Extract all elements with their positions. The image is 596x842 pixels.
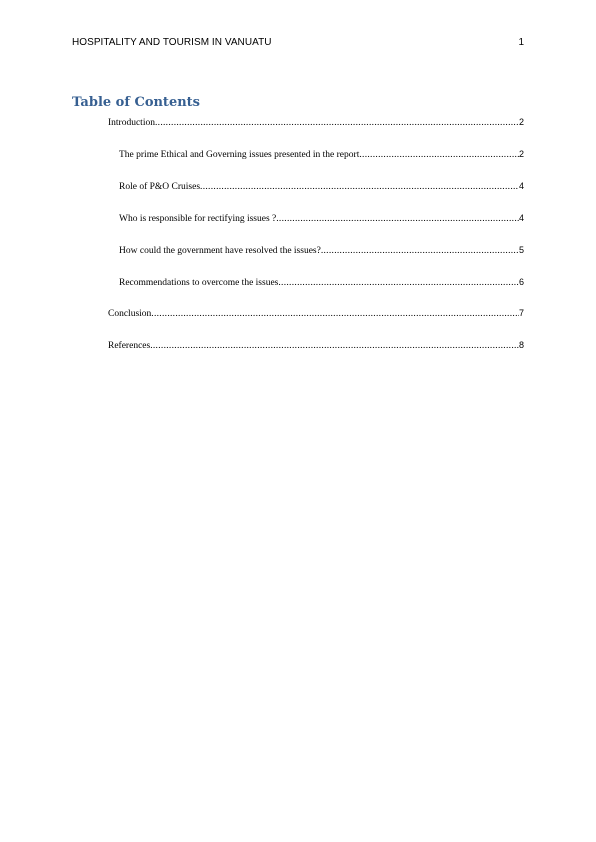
toc-entry-ethical-issues[interactable] bbox=[119, 148, 524, 161]
toc-dot-leader bbox=[276, 213, 519, 225]
toc-entry-label: Who is responsible for rectifying issues ? bbox=[119, 214, 277, 224]
toc-entry-page: 8 bbox=[518, 340, 524, 350]
toc-entry-government[interactable] bbox=[119, 244, 524, 257]
toc-entry-page: 7 bbox=[518, 308, 524, 318]
toc-entry-page: 4 bbox=[518, 181, 524, 191]
toc-entry-responsible[interactable] bbox=[119, 212, 524, 225]
toc-entry-label: Introduction bbox=[108, 118, 155, 128]
toc-entry-label: How could the government have resolved the issues? bbox=[119, 246, 321, 256]
toc-dot-leader bbox=[359, 149, 519, 161]
running-header: HOSPITALITY AND TOURISM IN VANUATU bbox=[72, 37, 272, 48]
toc-entry-page: 2 bbox=[518, 149, 524, 159]
toc-entry-label: References bbox=[108, 341, 151, 351]
toc-dot-leader bbox=[151, 308, 519, 320]
toc-entry-introduction[interactable] bbox=[108, 116, 524, 129]
toc-entry-page: 6 bbox=[518, 277, 524, 287]
toc-dot-leader bbox=[155, 117, 519, 129]
toc-entry-label: Conclusion bbox=[108, 309, 152, 319]
toc-entry-role-po-cruises[interactable] bbox=[119, 180, 524, 193]
toc-entry-conclusion[interactable] bbox=[108, 307, 524, 320]
page-number: 1 bbox=[518, 37, 524, 48]
toc-entry-label: Role of P&O Cruises bbox=[119, 182, 201, 192]
toc-dot-leader bbox=[150, 340, 519, 352]
toc-entry-page: 5 bbox=[518, 245, 524, 255]
toc-entry-label: The prime Ethical and Governing issues presented in the report bbox=[119, 150, 360, 160]
toc-entry-page: 4 bbox=[518, 213, 524, 223]
toc-dot-leader bbox=[200, 181, 519, 193]
toc-entry-recommendations[interactable] bbox=[119, 276, 524, 289]
toc-dot-leader bbox=[278, 277, 519, 289]
toc-heading: Table of Contents bbox=[72, 95, 200, 110]
toc-entry-label: Recommendations to overcome the issues bbox=[119, 278, 279, 288]
toc-entry-page: 2 bbox=[518, 117, 524, 127]
toc-entry-references[interactable] bbox=[108, 339, 524, 352]
toc-dot-leader bbox=[321, 245, 519, 257]
